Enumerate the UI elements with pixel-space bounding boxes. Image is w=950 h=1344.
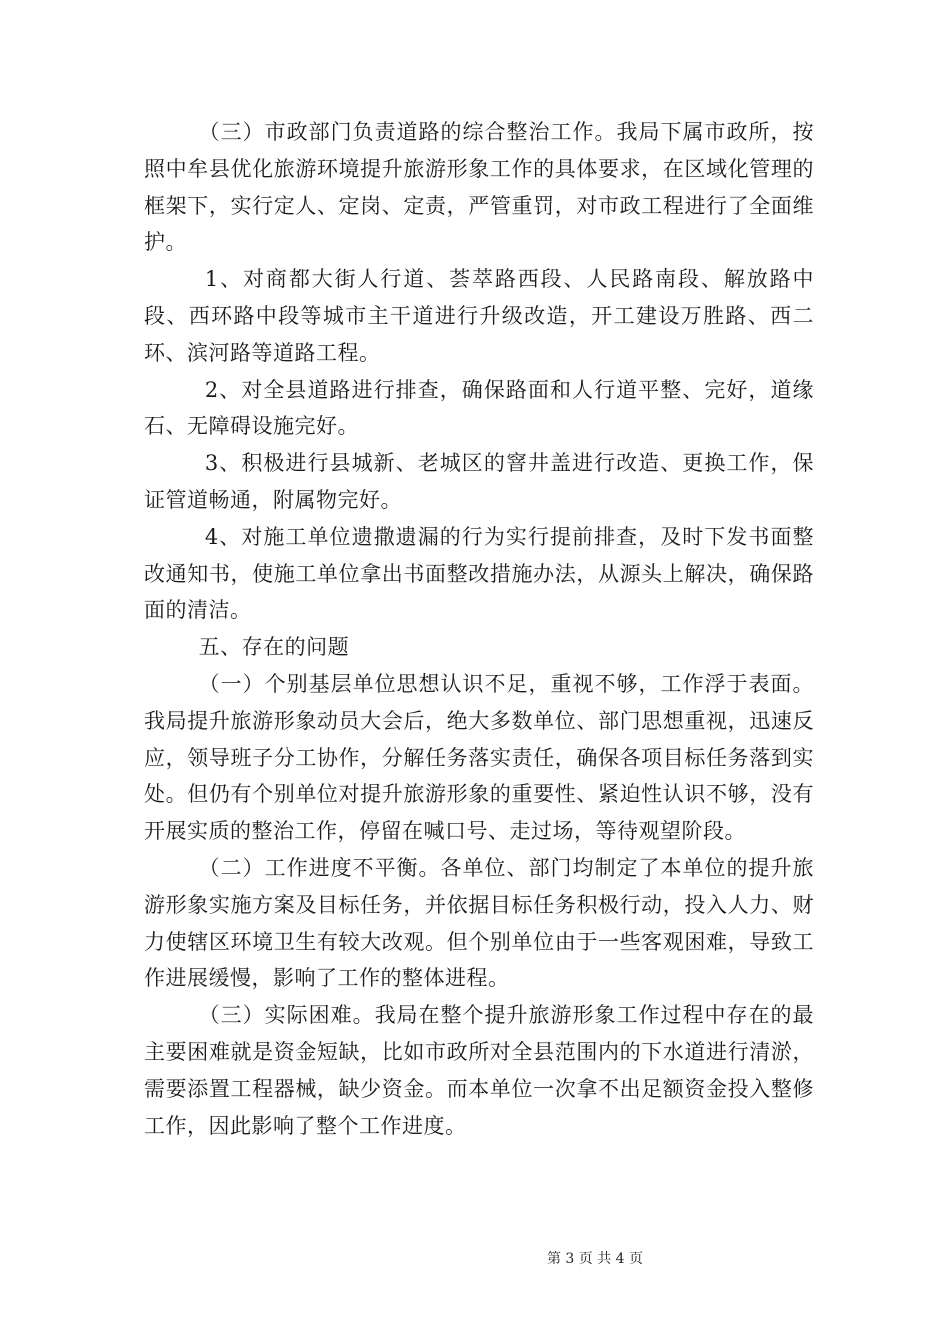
paragraph-item-2: 2、对全县道路进行排查，确保路面和人行道平整、完好，道缘石、无障碍设施完好。	[144, 377, 814, 439]
paragraph-problem-2: （二）工作进度不平衡。各单位、部门均制定了本单位的提升旅游形象实施方案及目标任务，并依据目标任务积极行动，投入人力、财力使辖区环境卫生有较大改观。但个别单位由于一些客观困难，导致工作进展缓慢，影响了工作的整体进程。	[144, 855, 814, 991]
paragraph-problem-3: （三）实际困难。我局在整个提升旅游形象工作过程中存在的最主要困难就是资金短缺，比如市政所对全县范围内的下水道进行清淤，需要添置工程器械，缺少资金。而本单位一次拿不出足额资金投入整修工作，因此影响了整个工作进度。	[144, 1003, 814, 1138]
paragraph-problem-1: （一）个别基层单位思想认识不足，重视不够，工作浮于表面。我局提升旅游形象动员大会后，绝大多数单位、部门思想重视，迅速反应，领导班子分工协作，分解任务落实责任，确保各项目标任务落到实处。但仍有个别单位对提升旅游形象的重要性、紧迫性认识不够，没有开展实质的整治工作，停留在喊口号、走过场，等待观望阶段。	[144, 671, 814, 844]
paragraph-item-1: 1、对商都大街人行道、荟萃路西段、人民路南段、解放路中段、西环路中段等城市主干道进行升级改造，开工建设万胜路、西二环、滨河路等道路工程。	[144, 267, 814, 365]
paragraph-municipal-roads: （三）市政部门负责道路的综合整治工作。我局下属市政所，按照中牟县优化旅游环境提升旅游形象工作的具体要求，在区域化管理的框架下，实行定人、定岗、定责，严管重罚，对市政工程进行了全面维护。	[144, 120, 814, 255]
document-body	[144, 114, 814, 1144]
paragraph-item-3: 3、积极进行县城新、老城区的窨井盖进行改造、更换工作，保证管道畅通，附属物完好。	[144, 451, 814, 512]
page-number-label: 第 3 页 共 4 页	[546, 1251, 644, 1267]
section-heading-problems: 五、存在的问题	[198, 635, 350, 660]
page-footer	[0, 1248, 950, 1268]
paragraph-item-4: 4、对施工单位遗撒遗漏的行为实行提前排查，及时下发书面整改通知书，使施工单位拿出书面整改措施办法，从源头上解决，确保路面的清洁。	[144, 524, 814, 623]
